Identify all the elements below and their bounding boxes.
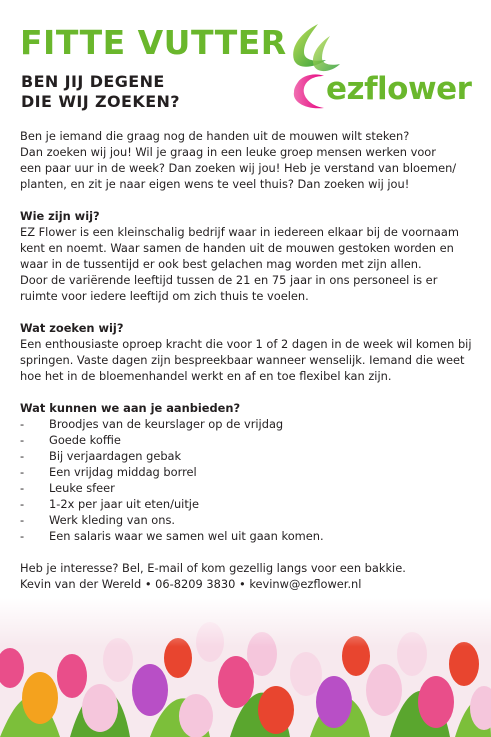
what-section (20, 320, 475, 384)
dash-bullet: - (20, 417, 25, 431)
text-line: ruimte voor iedere leeftijd om zich thuis te voelen. (20, 289, 309, 303)
list-item-label: Goede koffie (49, 433, 121, 447)
subhead-line: DIE WIJ ZOEKEN? (21, 92, 180, 111)
text-line: planten, en zit je naar eigen wens te veel thuis? Dan zoeken wij jou! (20, 177, 410, 191)
list-item-label: Werk kleding van ons. (49, 513, 176, 527)
dash-bullet: - (20, 513, 25, 527)
who-section (20, 208, 475, 304)
contact-line: Heb je interesse? Bel, E-mail of kom gezellig langs voor een bakkie. (20, 561, 406, 575)
dash-bullet: - (20, 465, 25, 479)
list-item (20, 496, 475, 512)
list-item-label: Leuke sfeer (49, 481, 115, 495)
contact-details: Kevin van der Wereld • 06-8209 3830 • kevinw@ezflower.nl (20, 577, 362, 591)
text-line: een paar uur in de week? Dan zoeken wij jou! Heb je verstand van bloemen/ (20, 161, 457, 175)
text-line: Een enthousiaste oproep kracht die voor 1 of 2 dagen in de week wil komen bij (20, 337, 472, 351)
headline: FITTE VUTTER (20, 23, 287, 62)
contact-section (20, 560, 475, 592)
list-item (20, 528, 475, 544)
list-item (20, 432, 475, 448)
list-item (20, 416, 475, 432)
subhead-line: BEN JIJ DEGENE (21, 72, 165, 91)
text-line: hoe het in de bloemenhandel werkt en af en toe flexibel kan zijn. (20, 369, 392, 383)
list-item (20, 448, 475, 464)
text-line: waar in de tussentijd er ook best gelachen mag worden met zijn allen. (20, 257, 422, 271)
subheadline (21, 72, 180, 112)
list-item-label: Broodjes van de keurslager op de vrijdag (49, 417, 284, 431)
text-line: kent en noemt. Waar samen de handen uit de mouwen gestoken worden en (20, 241, 454, 255)
list-item-label: Een vrijdag middag borrel (49, 465, 197, 479)
dash-bullet: - (20, 449, 25, 463)
dash-bullet: - (20, 497, 25, 511)
logo-wordmark: ezflower (326, 71, 472, 107)
text-line: Dan zoeken wij jou! Wil je graag in een leuke groep mensen werken voor (20, 145, 436, 159)
section-title: Wat kunnen we aan je aanbieden? (20, 401, 241, 415)
ezflower-logo (284, 22, 480, 118)
offer-section (20, 400, 475, 544)
dash-bullet: - (20, 433, 25, 447)
list-item-label: Een salaris waar we samen wel uit gaan komen. (49, 529, 324, 543)
section-title: Wat zoeken wij? (20, 321, 124, 335)
text-line: Door de variërende leeftijd tussen de 21 en 75 jaar in ons personeel is er (20, 273, 438, 287)
list-item (20, 464, 475, 480)
list-item-label: Bij verjaardagen gebak (49, 449, 182, 463)
text-line: springen. Vaste dagen zijn bespreekbaar wanneer wenselijk. Iemand die weet (20, 353, 465, 367)
tulips-banner-icon (0, 598, 491, 737)
flyer-body (20, 128, 475, 592)
section-title: Wie zijn wij? (20, 209, 100, 223)
list-item-label: 1-2x per jaar uit eten/uitje (49, 497, 199, 511)
dash-bullet: - (20, 481, 25, 495)
text-line: Ben je iemand die graag nog de handen uit de mouwen wilt steken? (20, 129, 410, 143)
intro-paragraph (20, 128, 475, 192)
list-item (20, 512, 475, 528)
dash-bullet: - (20, 529, 25, 543)
text-line: EZ Flower is een kleinschalig bedrijf waar in iedereen elkaar bij de voornaam (20, 225, 459, 239)
perks-list (20, 416, 475, 544)
list-item (20, 480, 475, 496)
